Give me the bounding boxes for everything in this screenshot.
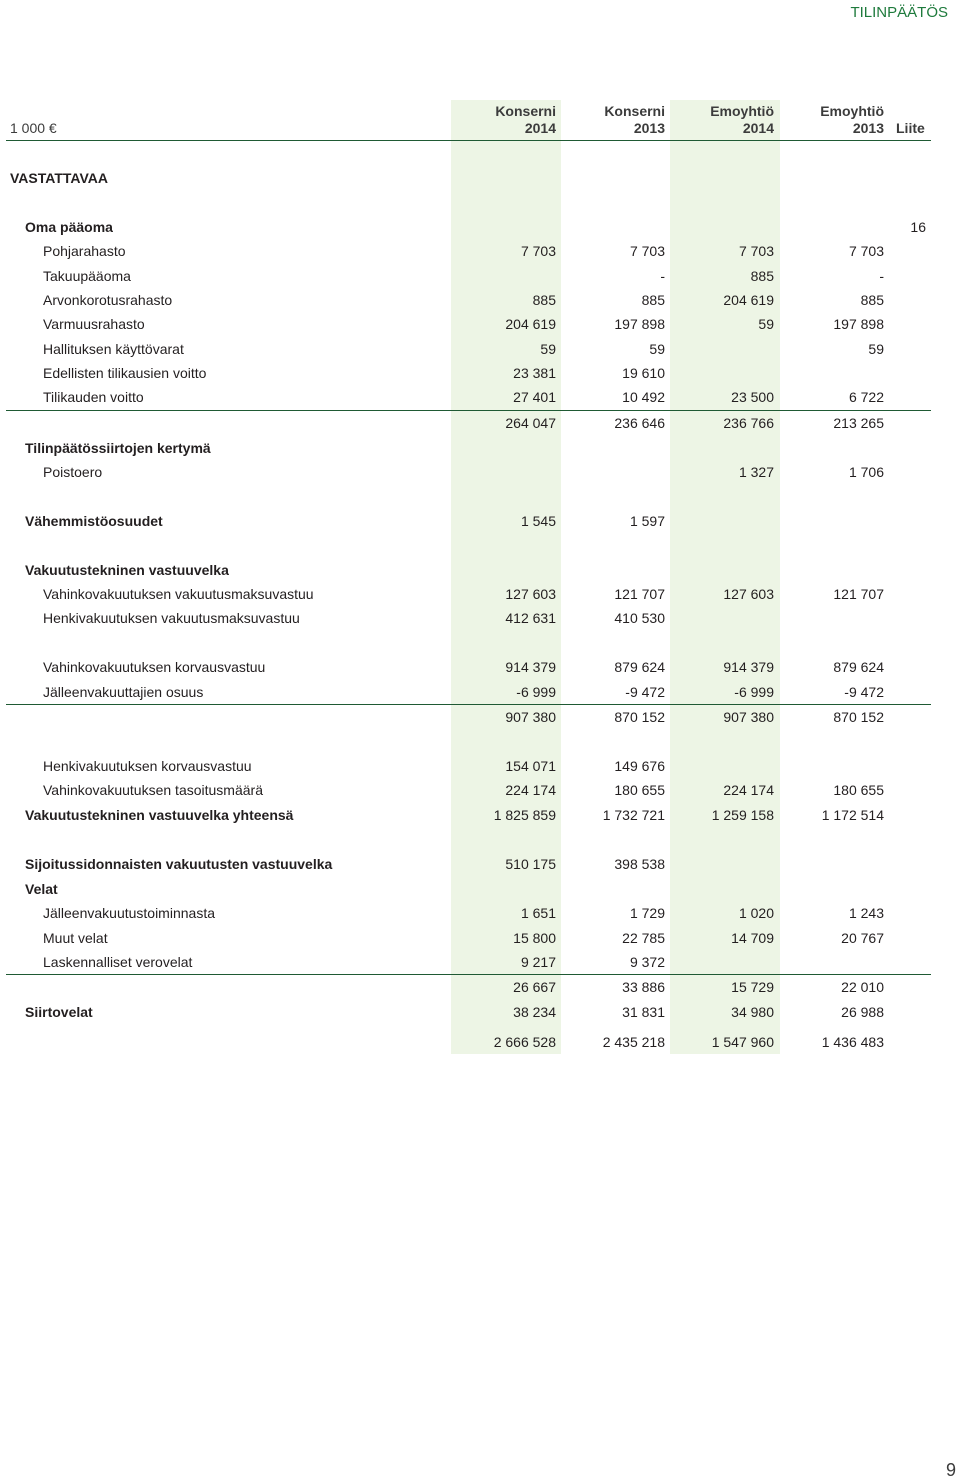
cell-value: 180 655 [833,782,884,798]
cell-value: 59 [868,341,884,357]
row-label: Velat [25,881,58,897]
row-label: Vähemmistöosuudet [25,513,163,529]
cell-value: 885 [750,268,774,284]
cell-value: 7 703 [738,243,774,259]
cell-value: 127 603 [505,586,556,602]
cell-value: 23 500 [731,389,774,405]
cell-value: 59 [649,341,665,357]
cell-value: 1 651 [520,905,556,921]
cell-value: 1 020 [738,905,774,921]
table-row [0,217,960,237]
cell-value: 121 707 [614,586,665,602]
row-label: Vahinkovakuutuksen vakuutusmaksuvastuu [43,586,314,602]
unit-label: 1 000 € [10,120,57,136]
table-row [0,903,960,923]
subtotal-rule [6,410,931,411]
cell-value: 1 547 960 [711,1034,774,1050]
row-label: Vakuutustekninen vastuuvelka [25,562,229,578]
row-label: VASTATTAVAA [10,170,108,186]
cell-value: 197 898 [614,316,665,332]
row-label: Jälleenvakuuttajien osuus [43,684,204,700]
row-label: Laskennalliset verovelat [43,954,193,970]
table-row [0,928,960,948]
table-row [0,511,960,531]
row-label: Tilinpäätössiirtojen kertymä [25,440,211,456]
cell-value: 7 703 [848,243,884,259]
cell-value: 907 380 [723,709,774,725]
row-label: Sijoitussidonnaisten vakuutusten vastuuvelka [25,856,333,872]
row-label: Henkivakuutuksen vakuutusmaksuvastuu [43,610,300,626]
row-label: Hallituksen käyttövarat [43,341,184,357]
table-row [0,1002,960,1022]
cell-value: -6 999 [734,684,774,700]
document-section-title: TILINPÄÄTÖS [850,4,948,21]
row-label: Vakuutustekninen vastuuvelka yhteensä [25,807,294,823]
cell-value: 1 259 158 [711,807,774,823]
table-row [0,657,960,677]
row-label: Tilikauden voitto [43,389,144,405]
cell-value: 2 666 528 [493,1034,556,1050]
table-row [0,608,960,628]
table-row [0,266,960,286]
column-entity: Emoyhtiö [820,103,884,119]
row-label: Vahinkovakuutuksen korvausvastuu [43,659,266,675]
cell-value: 1 545 [520,513,556,529]
cell-value: 264 047 [505,415,556,431]
cell-value: 6 722 [848,389,884,405]
cell-value: 204 619 [723,292,774,308]
cell-value: 22 785 [622,930,665,946]
column-header-3 [664,103,774,137]
cell-value: 19 610 [622,365,665,381]
table-row [0,438,960,458]
cell-value: 236 766 [723,415,774,431]
cell-value: - [660,268,665,284]
row-label: Jälleenvakuutustoiminnasta [43,905,215,921]
cell-value: 7 703 [629,243,665,259]
subtotal-row [0,413,960,433]
table-row [0,241,960,261]
cell-value: 1 243 [848,905,884,921]
cell-value: 885 [860,292,884,308]
cell-value: 885 [641,292,665,308]
subtotal-rule [6,974,931,975]
column-header-1 [446,103,556,137]
cell-value: 59 [758,316,774,332]
cell-value: 879 624 [614,659,665,675]
cell-value: -9 472 [844,684,884,700]
page-number: 9 [945,1460,956,1480]
cell-value: 204 619 [505,316,556,332]
cell-value: 26 667 [513,979,556,995]
header-rule [6,140,931,141]
row-label: Varmuusrahasto [43,316,145,332]
liite-column-header: Liite [896,120,925,136]
subtotal-row [0,977,960,997]
table-row [0,168,960,188]
subtotal-row [0,707,960,727]
cell-value: 907 380 [505,709,556,725]
table-row [0,560,960,580]
cell-value: 22 010 [841,979,884,995]
cell-value: 34 980 [731,1004,774,1020]
cell-value: 914 379 [723,659,774,675]
table-row [0,339,960,359]
table-row [0,314,960,334]
cell-value: 224 174 [723,782,774,798]
cell-value: -6 999 [516,684,556,700]
column-entity: Konserni [495,103,556,119]
column-year: 2013 [633,120,665,136]
column-year: 2013 [852,120,884,136]
cell-value: 197 898 [833,316,884,332]
table-row [0,854,960,874]
row-label: Arvonkorotusrahasto [43,292,173,308]
cell-value: 26 988 [841,1004,884,1020]
cell-value: 23 381 [513,365,556,381]
table-row [0,682,960,702]
cell-value: 410 530 [614,610,665,626]
column-header-2 [555,103,665,137]
cell-value: 870 152 [614,709,665,725]
cell-value: 15 800 [513,930,556,946]
column-header-4 [774,103,884,137]
row-label: Takuupääoma [43,268,131,284]
cell-value: 14 709 [731,930,774,946]
cell-value: 59 [540,341,556,357]
cell-value: 10 492 [622,389,665,405]
cell-value: 2 435 218 [602,1034,665,1050]
cell-value: 1 172 514 [821,807,884,823]
cell-value: 398 538 [614,856,665,872]
liite-note: 16 [910,219,926,235]
cell-value: 9 217 [520,954,556,970]
subtotal-row [0,1032,960,1052]
table-row [0,879,960,899]
cell-value: 885 [532,292,556,308]
cell-value: 914 379 [505,659,556,675]
cell-value: 27 401 [513,389,556,405]
cell-value: 1 706 [848,464,884,480]
cell-value: 510 175 [505,856,556,872]
subtotal-rule [6,704,931,705]
column-year: 2014 [742,120,774,136]
cell-value: 31 831 [622,1004,665,1020]
column-entity: Emoyhtiö [710,103,774,119]
table-row [0,805,960,825]
row-label: Oma pääoma [25,219,113,235]
table-row [0,756,960,776]
table-row [0,387,960,407]
row-label: Poistoero [43,464,103,480]
cell-value: 154 071 [505,758,556,774]
table-row [0,363,960,383]
cell-value: 879 624 [833,659,884,675]
table-row [0,290,960,310]
cell-value: 38 234 [513,1004,556,1020]
cell-value: 1 825 859 [493,807,556,823]
cell-value: 7 703 [520,243,556,259]
cell-value: 412 631 [505,610,556,626]
cell-value: 15 729 [731,979,774,995]
table-row [0,584,960,604]
cell-value: 180 655 [614,782,665,798]
row-label: Henkivakuutuksen korvausvastuu [43,758,252,774]
row-label: Muut velat [43,930,108,946]
cell-value: 1 327 [738,464,774,480]
column-year: 2014 [524,120,556,136]
cell-value: 1 729 [629,905,665,921]
cell-value: 236 646 [614,415,665,431]
cell-value: -9 472 [625,684,665,700]
cell-value: 149 676 [614,758,665,774]
cell-value: 1 436 483 [821,1034,884,1050]
row-label: Edellisten tilikausien voitto [43,365,207,381]
cell-value: - [879,268,884,284]
cell-value: 127 603 [723,586,774,602]
cell-value: 213 265 [833,415,884,431]
cell-value: 33 886 [622,979,665,995]
row-label: Pohjarahasto [43,243,126,259]
cell-value: 121 707 [833,586,884,602]
table-row [0,780,960,800]
table-row [0,952,960,972]
row-label: Vahinkovakuutuksen tasoitusmäärä [43,782,263,798]
cell-value: 9 372 [629,954,665,970]
cell-value: 1 597 [629,513,665,529]
row-label: Siirtovelat [25,1004,93,1020]
cell-value: 1 732 721 [602,807,665,823]
cell-value: 870 152 [833,709,884,725]
cell-value: 224 174 [505,782,556,798]
column-entity: Konserni [604,103,665,119]
cell-value: 20 767 [841,930,884,946]
table-row [0,462,960,482]
